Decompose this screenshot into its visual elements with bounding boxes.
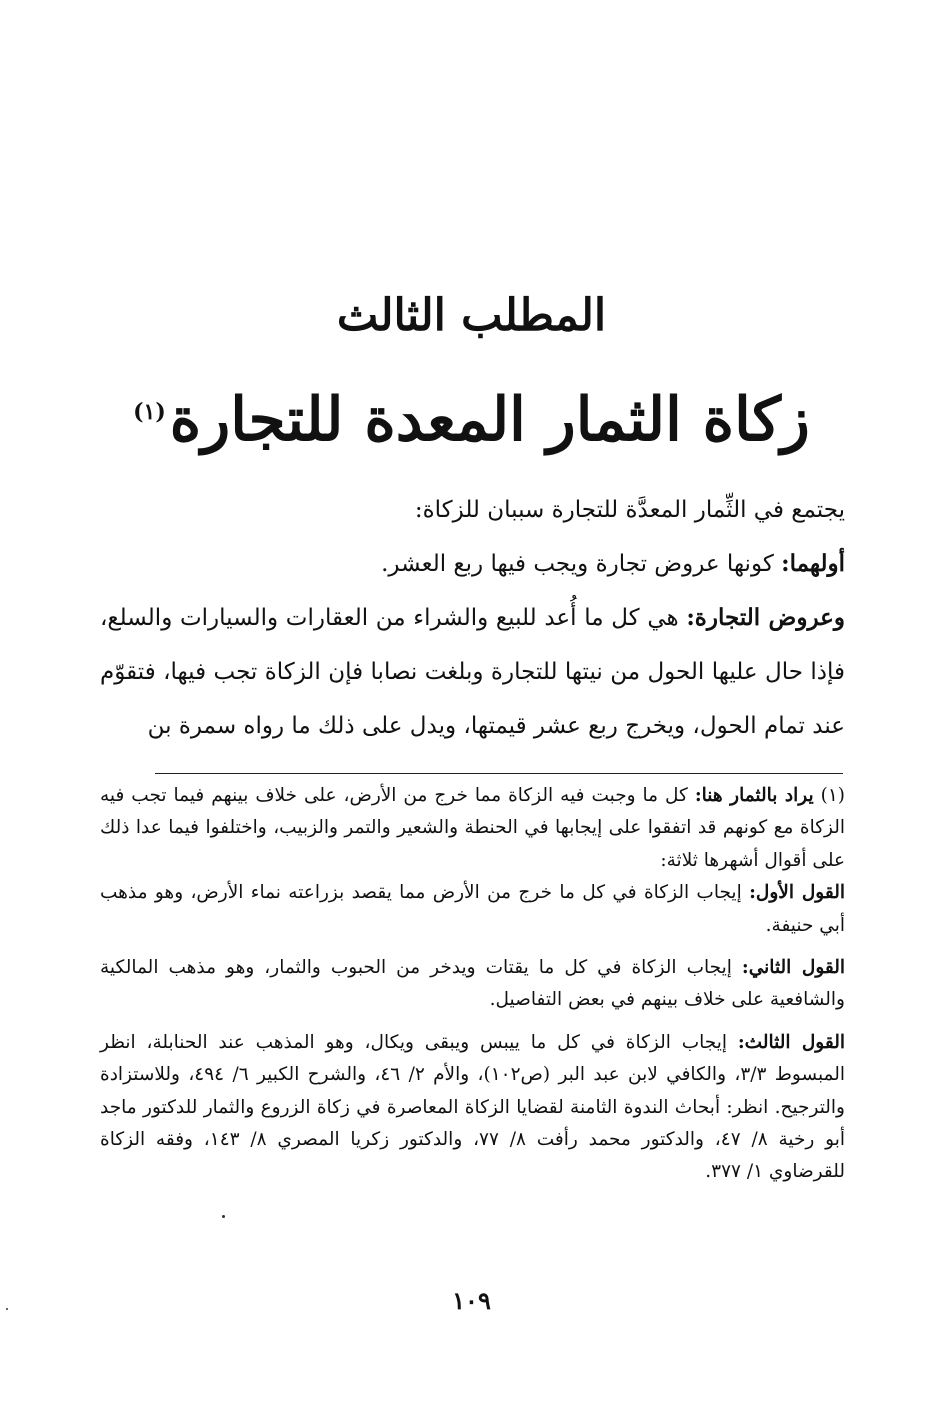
opinion-1-label: القول الأول:	[749, 882, 845, 904]
trade-goods-paragraph	[100, 591, 845, 753]
scan-speck	[6, 1308, 8, 1310]
section-label: المطلب الثالث	[336, 290, 607, 341]
first-reason-label: أولهما:	[781, 550, 845, 577]
opinion-1-text: إيجاب الزكاة في كل ما خرج من الأرض مما يقصد بزراعته نماء الأرض، وهو مذهب أبي حنيفة.	[100, 882, 845, 936]
footnote-opinion-3	[100, 1027, 845, 1189]
footnote-divider	[155, 773, 843, 774]
page-number: ١٠٩	[452, 1286, 491, 1315]
opinion-2-text: إيجاب الزكاة في كل ما يقتات ويدخر من الحبوب والثمار، وهو مذهب المالكية والشافعية على خلاف بينهم في بعض التفاصيل.	[100, 957, 845, 1011]
footnote-opinion-2	[100, 952, 845, 1017]
section-title	[0, 385, 943, 455]
scan-speck	[222, 1215, 225, 1218]
intro-paragraph: يجتمع في الثِّمار المعدَّة للتجارة سببان للزكاة:	[414, 497, 845, 523]
footnote-opinion-1	[100, 877, 845, 942]
footnote-1-label: يراد بالثمار هنا:	[694, 785, 814, 806]
footnote-1	[100, 780, 845, 877]
footnote-1-text: كل ما وجبت فيه الزكاة مما خرج من الأرض، على خلاف بينهم فيما تجب فيه الزكاة مع كونهم قد اتفقوا على إيجابها في الحنطة والشعير والتمر والزبيب، واختلفوا فيما عدا ذلك على أقوال أشهرها ثلاثة:	[100, 785, 845, 871]
footnotes	[100, 780, 845, 1189]
opinion-3-text: إيجاب الزكاة في كل ما ييبس ويبقى ويكال، وهو المذهب عند الحنابلة، انظر المبسوط ٣/٣، والكافي لابن عبد البر (ص١٠٢)، والأم ٢/ ٤٦، والشرح الكبير ٦/ ٤٩٤، وللاستزادة والترجيح. انظر: أبحاث الندوة الثامنة لقضايا الزكاة المعاصرة في زكاة الزروع والثمار للدكتور ماجد أبو رخية ٨/ ٤٧، والدكتور محمد رأفت ٨/ ٧٧، والدكتور زكريا المصري ٨/ ١٤٣، وفقه الزكاة للقرضاوي ١/ ٣٧٧.	[100, 1031, 846, 1183]
trade-goods-label: وعروض التجارة:	[686, 604, 845, 631]
first-reason-text: كونها عروض تجارة ويجب فيها ربع العشر.	[381, 551, 782, 577]
footnote-marker: (١)	[820, 785, 845, 806]
section-title-text: زكاة الثمار المعدة للتجارة	[169, 385, 810, 455]
opinion-2-label: القول الثاني:	[741, 957, 846, 979]
title-footnote-marker[interactable]: (١)	[133, 399, 166, 425]
opinion-3-label: القول الثالث:	[737, 1031, 845, 1053]
first-reason-paragraph	[100, 537, 845, 591]
trade-goods-text: هي كل ما أُعد للبيع والشراء من العقارات والسيارات والسلع، فإذا حال عليها الحول من نيتها للتجارة وبلغت نصابا فإن الزكاة تجب فيها، فتقوّم عند تمام الحول، ويخرج ربع عشر قيمتها، ويدل على ذلك ما رواه سمرة بن	[100, 605, 845, 739]
body-text	[100, 483, 845, 753]
